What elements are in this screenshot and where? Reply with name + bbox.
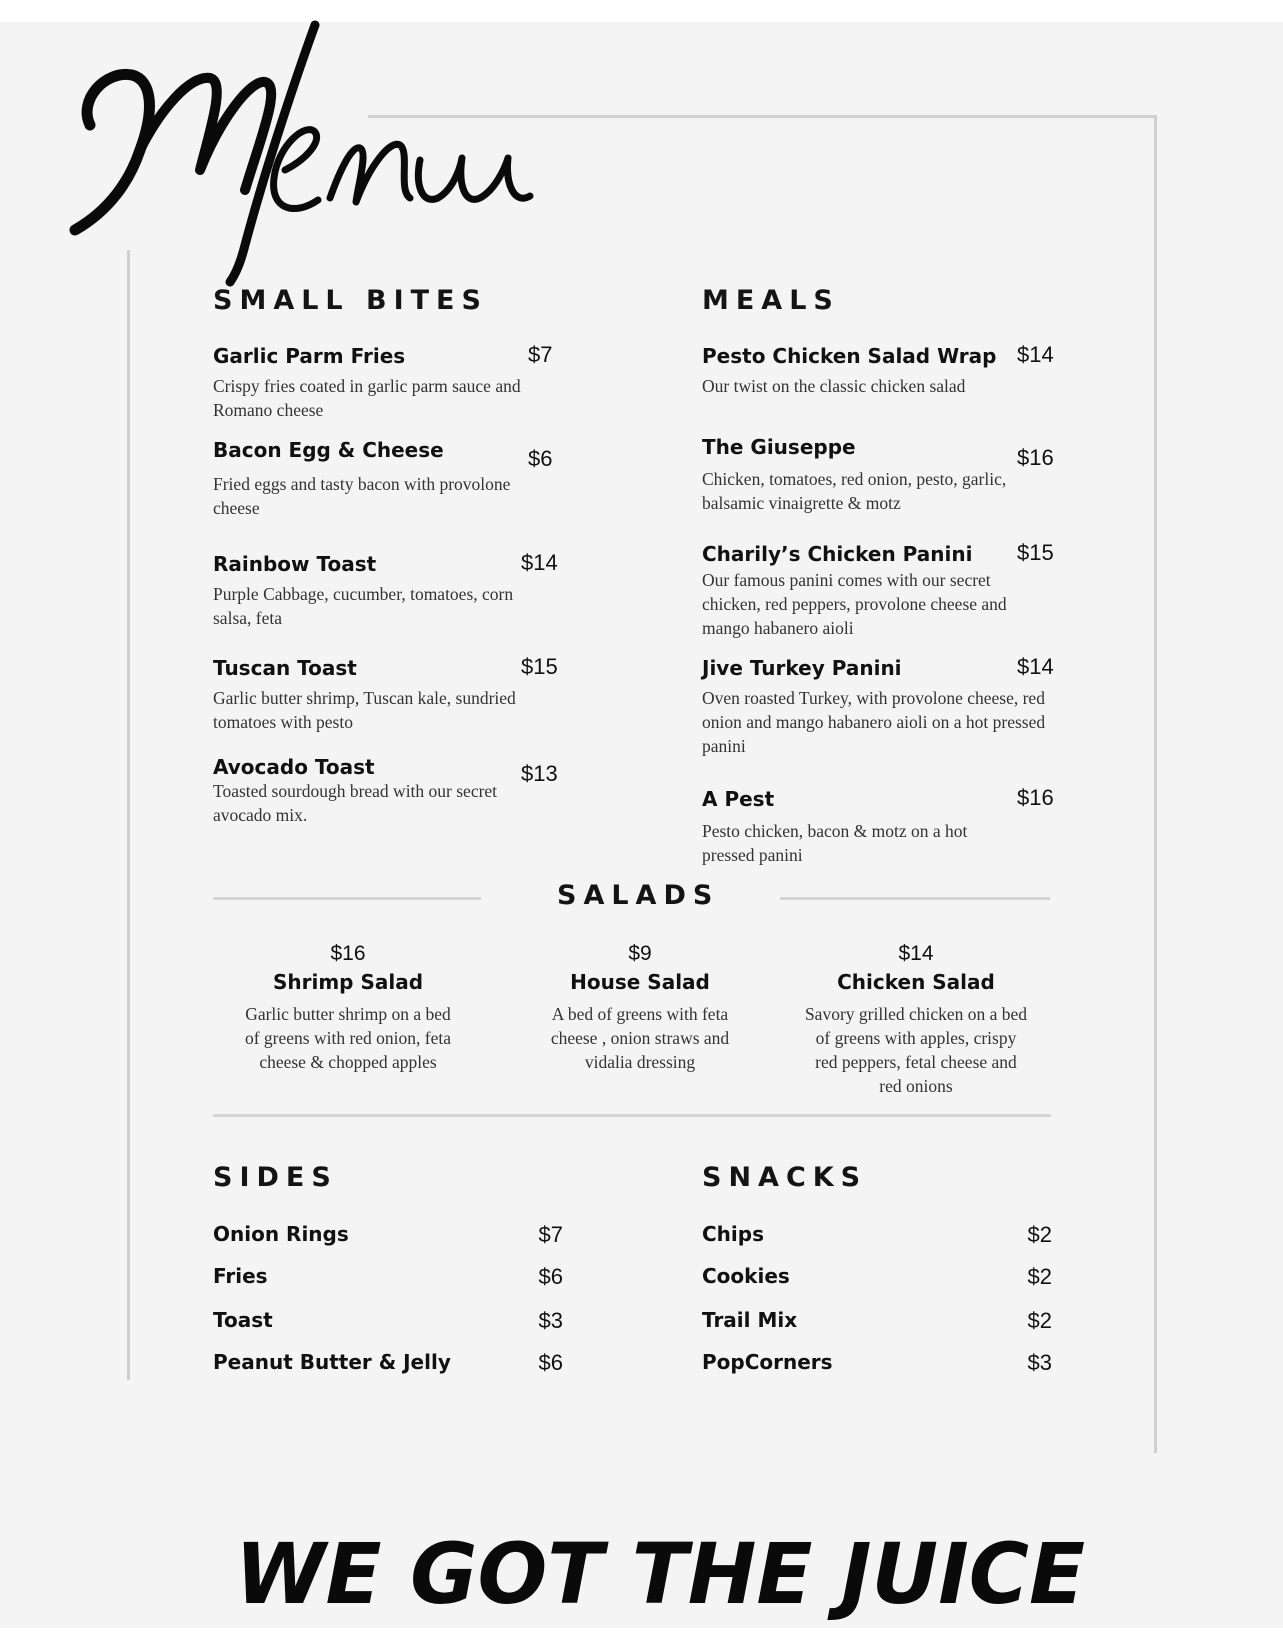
item-name: Bacon Egg & Cheese [213,438,444,462]
snack-name: Trail Mix [702,1308,798,1332]
side-name: Onion Rings [213,1222,349,1246]
menu-item [213,438,563,520]
item-price: $14 [1017,654,1054,679]
item-name: A Pest [702,787,775,811]
snack-price: $2 [1027,1308,1052,1333]
item-price: $13 [521,761,558,786]
salad-description: A bed of greens with feta cheese , onion straws and vidalia dressing [550,1004,730,1072]
item-description: Purple Cabbage, cucumber, tomatoes, corn salsa, feta [213,584,514,628]
menu-item [213,552,563,630]
menu-item [702,435,1052,515]
sides-heading: SIDES [213,1162,338,1193]
slogan-text: WE GOT THE JUICE [235,1525,1085,1623]
menu-item [702,656,1052,758]
item-name: Garlic Parm Fries [213,344,406,368]
snack-price: $2 [1027,1264,1052,1289]
salads-bottom-rule [213,1114,1051,1117]
meals-heading: MEALS [702,285,840,316]
item-description: Chicken, tomatoes, red onion, pesto, garlic, balsamic vinaigrette & motz [702,469,1007,513]
item-price: $15 [521,654,558,679]
salads-rule-left [213,897,481,900]
snack-item [702,1308,1052,1336]
salad-name: Chicken Salad [837,970,995,994]
item-price: $16 [1017,785,1054,810]
snack-name: Chips [702,1222,764,1246]
snack-name: PopCorners [702,1350,833,1374]
menu-item [702,542,1052,640]
frame-right-border [1154,115,1157,1453]
item-description: Toasted sourdough bread with our secret avocado mix. [213,781,498,825]
item-name: The Giuseppe [702,435,856,459]
item-price: $6 [528,446,553,471]
salads-heading: SALADS [557,880,720,911]
item-price: $14 [521,550,558,575]
side-price: $7 [538,1222,563,1247]
snack-item [702,1264,1052,1292]
item-name: Avocado Toast [213,755,375,779]
salad-item [786,942,1046,1098]
item-description: Our twist on the classic chicken salad [702,376,966,396]
item-description: Pesto chicken, bacon & motz on a hot pressed panini [702,821,968,865]
salad-price: $16 [330,942,366,965]
item-description: Garlic butter shrimp, Tuscan kale, sundried tomatoes with pesto [213,688,516,732]
menu-title-script [60,20,580,295]
item-description: Our famous panini comes with our secret chicken, red peppers, provolone cheese and mango habanero aioli [702,570,1007,638]
frame-left-border [127,250,130,1380]
snack-name: Cookies [702,1264,790,1288]
small-bites-heading: SMALL BITES [213,285,488,316]
item-name: Jive Turkey Panini [702,656,902,680]
side-item [213,1222,563,1250]
item-name: Pesto Chicken Salad Wrap [702,344,997,368]
side-item [213,1350,563,1378]
item-description: Oven roasted Turkey, with provolone cheese, red onion and mango habanero aioli on a hot pressed panini [702,688,1046,756]
menu-item [213,755,563,827]
snack-price: $2 [1027,1222,1052,1247]
salad-price: $9 [628,942,652,965]
slogan-banner [220,1515,1100,1625]
item-price: $7 [528,342,553,367]
side-item [213,1308,563,1336]
salad-price: $14 [898,942,934,965]
snack-price: $3 [1027,1350,1052,1375]
salads-rule-right [780,897,1050,900]
side-price: $6 [538,1350,563,1375]
side-price: $3 [538,1308,563,1333]
item-name: Charily’s Chicken Panini [702,542,973,566]
salad-name: Shrimp Salad [272,970,424,994]
salad-description: Garlic butter shrimp on a bed of greens with red onion, feta cheese & chopped apples [244,1004,452,1072]
salad-item [218,942,478,1074]
item-price: $15 [1017,540,1054,565]
side-price: $6 [538,1264,563,1289]
item-name: Rainbow Toast [213,552,377,576]
menu-item [213,656,563,734]
menu-item [702,344,1052,398]
snacks-heading: SNACKS [702,1162,868,1193]
salad-name: House Salad [570,970,710,994]
side-item [213,1264,563,1292]
snack-item [702,1350,1052,1378]
item-description: Crispy fries coated in garlic parm sauce and Romano cheese [213,376,521,420]
menu-item [213,344,563,422]
menu-item [702,787,1052,867]
side-name: Fries [213,1264,268,1288]
item-name: Tuscan Toast [213,656,357,680]
item-description: Fried eggs and tasty bacon with provolone cheese [213,474,511,518]
salad-item [510,942,770,1074]
side-name: Peanut Butter & Jelly [213,1350,451,1374]
snack-item [702,1222,1052,1250]
salad-description: Savory grilled chicken on a bed of greens with apples, crispy red peppers, fetal cheese and red onions [804,1004,1028,1096]
item-price: $14 [1017,342,1054,367]
side-name: Toast [213,1308,273,1332]
item-price: $16 [1017,445,1054,470]
